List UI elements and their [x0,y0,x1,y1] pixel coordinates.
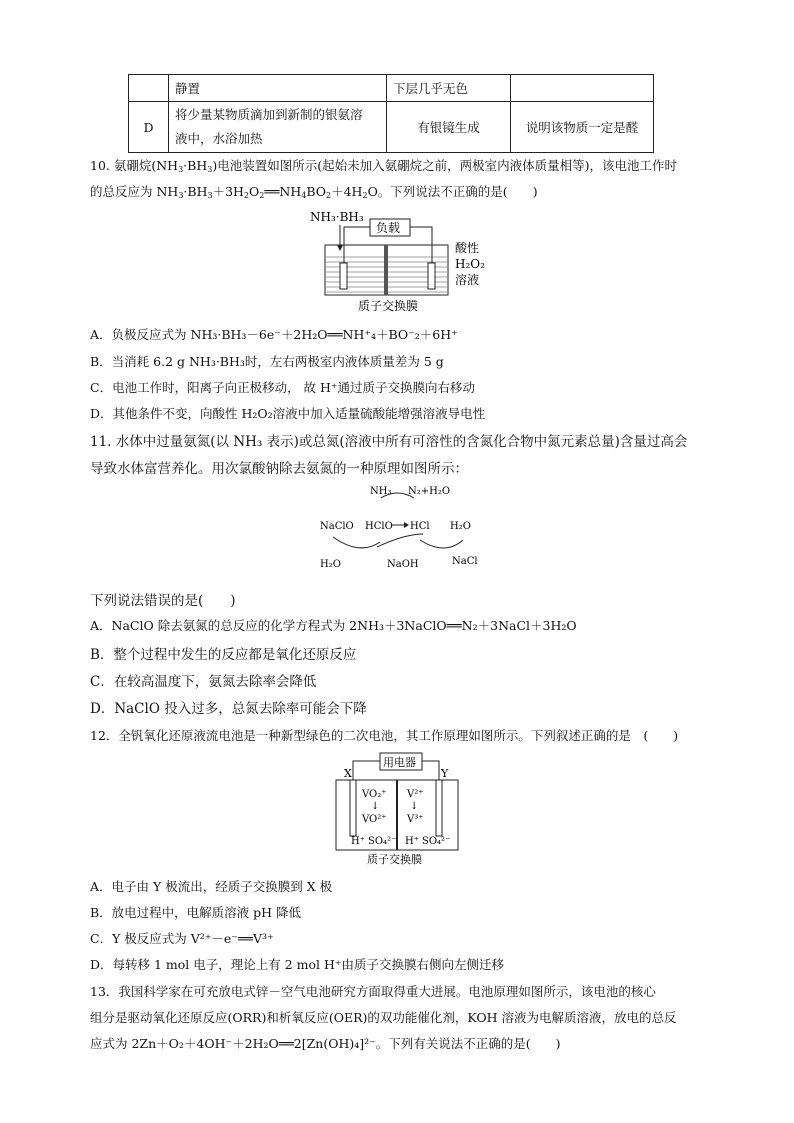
operation-line2: 液中，水浴加热 [175,131,263,146]
so4-right-label: SO₄²⁻ [422,836,451,847]
arrow-down: ↓ [371,801,380,812]
q12-option-c: C．Y 极反应式为 V²⁺－e⁻══V³⁺ [90,931,274,946]
q11-question: 下列说法错误的是( ) [90,593,236,609]
arrow-left-curve [333,537,380,548]
electrode-x [350,780,356,836]
wire-right [410,227,432,265]
arrow-center-curve [377,534,423,547]
q10-stem-line2: 的总反应为 $NH_3\cdot BH_3+3H_2O_2══NH_4BO_2+4H_2O$。下列说法不正确的是( ) [90,184,538,200]
h2o-right-label: H₂O [450,521,471,532]
arrow-head [404,522,409,528]
table-cell-option-empty [129,75,169,102]
naclo-label: NaClO [320,521,354,532]
q12-stem: 12．全钒氧化还原液流电池是一种新型绿色的二次电池，其工作原理如图所示。下列叙述正确的是 ( ) [90,728,679,743]
membrane-label: 质子交换膜 [367,853,422,866]
q12-option-d: D．每转移 1 mol 电子，理论上有 2 mol H⁺由质子交换膜右侧向左侧迁移 [90,957,505,972]
q12-option-b: B．放电过程中，电解质溶液 pH 降低 [90,905,302,920]
reagent-label: NH₃·BH₃ [310,210,364,224]
device-label: 用电器 [383,756,416,769]
q13-stem-line3: 应式为 2Zn＋O₂＋4OH⁻＋2H₂O══2[Zn(OH)₄]²⁻。下列有关说法不正确的是( ) [90,1036,561,1051]
vo2plus2-label: VO²⁺ [362,814,387,825]
arrow-head [337,245,343,251]
acid-label-2: H₂O₂ [455,257,485,271]
q11-option-a: A．NaClO 除去氨氮的总反应的化学方程式为 2NH₃＋3NaClO══N₂＋3NaCl＋3H₂O [90,618,577,633]
hcl-label: HCl [410,521,430,532]
nacl-label: NaCl [452,556,478,567]
q10-option-b: B．当消耗 6.2 g NH₃·BH₃时，左右两极室内液体质量差为 5 g [90,354,444,369]
q10-option-a: A．负极反应式为 NH₃·BH₃－6e⁻＋2H₂O══NH⁺₄＋BO⁻₂＋6H⁺ [90,327,458,342]
q11-stem-line2: 导致水体富营养化。用次氯酸钠除去氨氮的一种原理如图所示： [90,461,468,477]
electrode-right [428,263,435,289]
q11-option-c: C．在较高温度下，氨氮去除率会降低 [90,674,317,690]
naoh-label: NaOH [387,559,419,570]
h-right-label: H⁺ [405,836,419,847]
table-cell-phenomenon: 有银镜生成 [387,102,511,153]
arrow-right-curve [420,540,463,548]
electrode-x-label: X [344,767,352,780]
membrane-label: 质子交换膜 [358,299,419,313]
q13-stem-line1: 13．我国科学家在可充放电式锌－空气电池研究方面取得重大进展。电池原理如图所示，该电池的核心 [90,984,656,999]
n2h2o-label: N₂+H₂O [408,486,451,497]
q10-battery-figure [300,205,500,315]
q12-flow-battery-figure [335,750,465,870]
operation-line1: 将少量某物质滴加到新制的银氨溶 [175,107,363,122]
q10-option-d: D．其他条件不变，向酸性 H₂O₂溶液中加入适量硫酸能增强溶液导电性 [90,406,486,421]
q12-option-a: A．电子由 Y 极流出，经质子交换膜到 X 极 [90,879,333,894]
h-left-label: H⁺ [351,836,365,847]
arrow-down: ↓ [410,801,419,812]
q11-cycle-figure [315,482,490,574]
v2plus-label: V²⁺ [407,789,424,800]
electrode-y-label: Y [441,767,449,780]
electrode-left [340,263,347,289]
table-cell-operation [169,102,387,153]
table-cell-conclusion: 说明该物质一定是醛 [511,102,654,153]
so4-left-label: SO₄²⁻ [368,836,397,847]
q10-stem-line1: 10. 氨硼烷$(NH_3\cdot BH_3)$电池装置如图所示(起始未加入氨硼烷之前，两极室内液体质量相等)，该电池工作时 [90,158,677,174]
wire-left [353,761,380,790]
v3plus-label: V³⁺ [407,814,424,825]
q11-option-d: D．NaClO 投入过多，总氮去除率可能会下降 [90,701,367,717]
acid-label-3: 溶液 [455,273,480,287]
table-cell-operation: 静置 [169,75,387,102]
nh3-label: NH₃ [370,486,392,497]
q10-option-c: C．电池工作时，阳离子向正极移动， 故 H⁺通过质子交换膜向右移动 [90,380,476,395]
q13-stem-line2: 组分是驱动氧化还原反应(ORR)和析氧反应(OER)的双功能催化剂，KOH 溶液为电解质溶液，放电的总反 [90,1010,677,1025]
q11-option-b: B．整个过程中发生的反应都是氧化还原反应 [90,647,357,663]
hclo-label: HClO [365,521,393,532]
h2o-left-label: H₂O [320,559,341,570]
vo2plus-label: VO₂⁺ [362,789,387,800]
q11-stem-line1: 11. 水体中过量氨氮(以 NH₃ 表示)或总氮(溶液中所有可溶性的含氮化合物中氮元素总量)含量过高会 [90,434,688,450]
wire-left [344,227,370,265]
load-label: 负载 [376,221,401,235]
acid-label-1: 酸性 [455,241,480,255]
membrane [384,245,388,295]
table-cell-option: D [129,102,169,153]
answer-table [128,74,654,153]
table-cell-conclusion [511,75,654,102]
electrode-y [436,780,442,836]
table-cell-phenomenon: 下层几乎无色 [387,75,511,102]
